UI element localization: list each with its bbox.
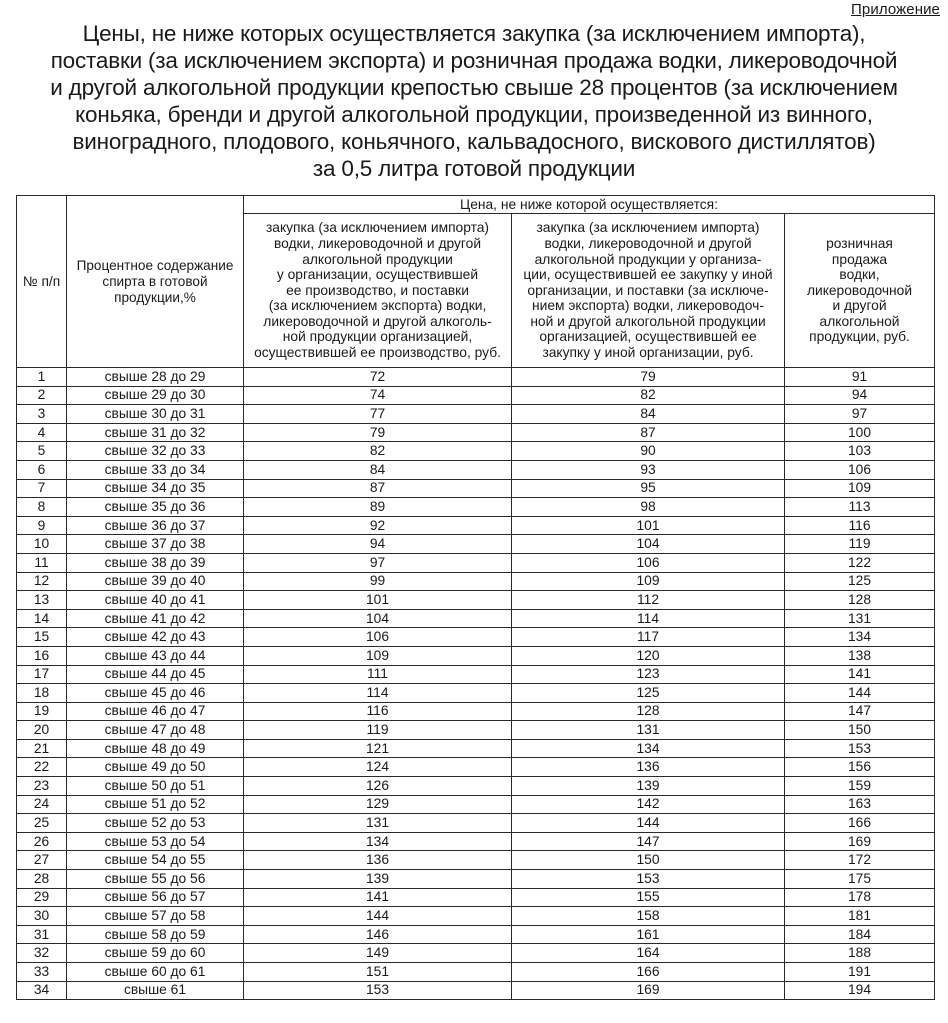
alcohol-range-cell: свыше 35 до 36: [67, 498, 244, 517]
header-text: организацией, осуществившей ее: [539, 329, 757, 345]
row-number-cell: 34: [17, 981, 67, 1000]
retail-price-cell: 103: [785, 442, 935, 461]
purchase-other-price-cell: 87: [512, 423, 785, 442]
alcohol-range-cell: свыше 40 до 41: [67, 591, 244, 610]
purchase-producer-price-cell: 92: [244, 516, 512, 535]
retail-price-cell: 134: [785, 628, 935, 647]
row-number-cell: 18: [17, 684, 67, 703]
table-row: [17, 907, 935, 926]
row-number-cell: 11: [17, 553, 67, 572]
header-text: водки, ликероводочной и другой: [273, 235, 482, 251]
alcohol-range-cell: свыше 48 до 49: [67, 739, 244, 758]
table-row: [17, 591, 935, 610]
purchase-producer-price-cell: 77: [244, 405, 512, 424]
table-row: [17, 888, 935, 907]
retail-price-cell: 178: [785, 888, 935, 907]
header-text: п/п: [41, 273, 61, 289]
retail-price-cell: 150: [785, 721, 935, 740]
alcohol-range-cell: свыше 47 до 48: [67, 721, 244, 740]
alcohol-range-cell: свыше 30 до 31: [67, 405, 244, 424]
row-number-cell: 24: [17, 795, 67, 814]
header-price-group: Цена, не ниже которой осуществляется:: [244, 196, 935, 214]
table-row: [17, 479, 935, 498]
purchase-other-price-cell: 98: [512, 498, 785, 517]
purchase-other-price-cell: 147: [512, 832, 785, 851]
alcohol-range-cell: свыше 37 до 38: [67, 535, 244, 554]
purchase-other-price-cell: 93: [512, 460, 785, 479]
header-text: №: [22, 273, 38, 289]
header-purchase-from-producer: [244, 214, 512, 368]
alcohol-range-cell: свыше 32 до 33: [67, 442, 244, 461]
row-number-cell: 16: [17, 646, 67, 665]
alcohol-range-cell: свыше 50 до 51: [67, 777, 244, 796]
retail-price-cell: 172: [785, 851, 935, 870]
retail-price-cell: 122: [785, 553, 935, 572]
purchase-other-price-cell: 117: [512, 628, 785, 647]
row-number-cell: 22: [17, 758, 67, 777]
purchase-producer-price-cell: 126: [244, 777, 512, 796]
table-row: [17, 721, 935, 740]
purchase-other-price-cell: 166: [512, 963, 785, 982]
retail-price-cell: 109: [785, 479, 935, 498]
table-row: [17, 442, 935, 461]
retail-price-cell: 169: [785, 832, 935, 851]
alcohol-range-cell: свыше 28 до 29: [67, 368, 244, 387]
row-number-cell: 29: [17, 888, 67, 907]
purchase-other-price-cell: 104: [512, 535, 785, 554]
row-number-cell: 28: [17, 870, 67, 889]
table-row: [17, 739, 935, 758]
retail-price-cell: 131: [785, 609, 935, 628]
purchase-other-price-cell: 169: [512, 981, 785, 1000]
alcohol-range-cell: свыше 45 до 46: [67, 684, 244, 703]
header-purchase-from-other: [512, 214, 785, 368]
retail-price-cell: 128: [785, 591, 935, 610]
alcohol-range-cell: свыше 39 до 40: [67, 572, 244, 591]
purchase-other-price-cell: 123: [512, 665, 785, 684]
purchase-other-price-cell: 139: [512, 777, 785, 796]
row-number-cell: 21: [17, 739, 67, 758]
purchase-producer-price-cell: 134: [244, 832, 512, 851]
alcohol-range-cell: свыше 43 до 44: [67, 646, 244, 665]
row-number-cell: 23: [17, 777, 67, 796]
purchase-producer-price-cell: 97: [244, 553, 512, 572]
retail-price-cell: 144: [785, 684, 935, 703]
header-text: алкогольной продукции: [302, 251, 453, 267]
row-number-cell: 33: [17, 963, 67, 982]
document-title: [14, 20, 934, 182]
header-text: и другой: [832, 298, 887, 314]
table-row: [17, 684, 935, 703]
purchase-producer-price-cell: 84: [244, 460, 512, 479]
retail-price-cell: 141: [785, 665, 935, 684]
title-line: виноградного, плодового, коньячного, кальвадосного, вискового дистиллятов): [72, 129, 876, 154]
alcohol-range-cell: свыше 46 до 47: [67, 702, 244, 721]
purchase-producer-price-cell: 89: [244, 498, 512, 517]
header-text: у организации, осуществившей: [276, 267, 479, 283]
purchase-other-price-cell: 136: [512, 758, 785, 777]
purchase-other-price-cell: 155: [512, 888, 785, 907]
purchase-other-price-cell: 120: [512, 646, 785, 665]
title-line: Цены, не ниже которых осуществляется закупка (за исключением импорта),: [82, 21, 866, 46]
purchase-producer-price-cell: 151: [244, 963, 512, 982]
header-text: розничная: [826, 235, 893, 251]
alcohol-range-cell: свыше 33 до 34: [67, 460, 244, 479]
retail-price-cell: 94: [785, 386, 935, 405]
header-retail: [785, 214, 935, 368]
retail-price-cell: 184: [785, 925, 935, 944]
alcohol-range-cell: свыше 59 до 60: [67, 944, 244, 963]
alcohol-range-cell: свыше 44 до 45: [67, 665, 244, 684]
purchase-other-price-cell: 106: [512, 553, 785, 572]
table-row: [17, 665, 935, 684]
purchase-producer-price-cell: 87: [244, 479, 512, 498]
purchase-producer-price-cell: 99: [244, 572, 512, 591]
purchase-other-price-cell: 153: [512, 870, 785, 889]
purchase-other-price-cell: 134: [512, 739, 785, 758]
retail-price-cell: 116: [785, 516, 935, 535]
alcohol-range-cell: свыше 36 до 37: [67, 516, 244, 535]
retail-price-cell: 97: [785, 405, 935, 424]
retail-price-cell: 156: [785, 758, 935, 777]
table-row: [17, 553, 935, 572]
retail-price-cell: 159: [785, 777, 935, 796]
table-row: [17, 777, 935, 796]
purchase-producer-price-cell: 131: [244, 814, 512, 833]
header-text: закупка (за исключением импорта): [265, 220, 490, 236]
header-row-number: [17, 196, 67, 368]
header-text: (за исключением экспорта) водки,: [268, 298, 487, 314]
purchase-other-price-cell: 84: [512, 405, 785, 424]
purchase-other-price-cell: 128: [512, 702, 785, 721]
header-text: продажа: [831, 251, 888, 267]
alcohol-range-cell: свыше 56 до 57: [67, 888, 244, 907]
purchase-producer-price-cell: 139: [244, 870, 512, 889]
alcohol-range-cell: свыше 54 до 55: [67, 851, 244, 870]
purchase-producer-price-cell: 114: [244, 684, 512, 703]
purchase-other-price-cell: 125: [512, 684, 785, 703]
table-row: [17, 609, 935, 628]
retail-price-cell: 147: [785, 702, 935, 721]
retail-price-cell: 175: [785, 870, 935, 889]
table-row: [17, 628, 935, 647]
purchase-producer-price-cell: 141: [244, 888, 512, 907]
title-line: за 0,5 литра готовой продукции: [312, 156, 636, 181]
header-text: продукции,%: [114, 289, 196, 305]
table-row: [17, 925, 935, 944]
row-number-cell: 5: [17, 442, 67, 461]
purchase-producer-price-cell: 153: [244, 981, 512, 1000]
retail-price-cell: 181: [785, 907, 935, 926]
purchase-producer-price-cell: 116: [244, 702, 512, 721]
row-number-cell: 19: [17, 702, 67, 721]
table-row: [17, 814, 935, 833]
alcohol-range-cell: свыше 52 до 53: [67, 814, 244, 833]
table-row: [17, 423, 935, 442]
table-row: [17, 795, 935, 814]
row-number-cell: 9: [17, 516, 67, 535]
row-number-cell: 17: [17, 665, 67, 684]
purchase-other-price-cell: 114: [512, 609, 785, 628]
row-number-cell: 32: [17, 944, 67, 963]
purchase-other-price-cell: 82: [512, 386, 785, 405]
purchase-producer-price-cell: 124: [244, 758, 512, 777]
row-number-cell: 13: [17, 591, 67, 610]
retail-price-cell: 113: [785, 498, 935, 517]
retail-price-cell: 125: [785, 572, 935, 591]
purchase-other-price-cell: 150: [512, 851, 785, 870]
alcohol-range-cell: свыше 55 до 56: [67, 870, 244, 889]
alcohol-range-cell: свыше 49 до 50: [67, 758, 244, 777]
row-number-cell: 12: [17, 572, 67, 591]
price-table-body: [17, 368, 935, 1000]
alcohol-range-cell: свыше 53 до 54: [67, 832, 244, 851]
row-number-cell: 25: [17, 814, 67, 833]
header-text: ции, осуществившей ее закупку у иной: [523, 267, 773, 283]
retail-price-cell: 119: [785, 535, 935, 554]
table-row: [17, 851, 935, 870]
title-line: и другой алкогольной продукции крепостью свыше 28 процентов (за исключением: [50, 75, 898, 100]
purchase-producer-price-cell: 146: [244, 925, 512, 944]
header-text: водки, ликероводочной и другой: [544, 235, 752, 251]
alcohol-range-cell: свыше 41 до 42: [67, 609, 244, 628]
purchase-producer-price-cell: 149: [244, 944, 512, 963]
row-number-cell: 7: [17, 479, 67, 498]
table-row: [17, 702, 935, 721]
row-number-cell: 20: [17, 721, 67, 740]
purchase-producer-price-cell: 101: [244, 591, 512, 610]
row-number-cell: 27: [17, 851, 67, 870]
purchase-other-price-cell: 101: [512, 516, 785, 535]
row-number-cell: 3: [17, 405, 67, 424]
table-row: [17, 832, 935, 851]
price-table: [16, 195, 935, 1000]
retail-price-cell: 194: [785, 981, 935, 1000]
purchase-other-price-cell: 158: [512, 907, 785, 926]
header-alcohol-percent: [67, 196, 244, 368]
table-row: [17, 758, 935, 777]
purchase-other-price-cell: 164: [512, 944, 785, 963]
alcohol-range-cell: свыше 29 до 30: [67, 386, 244, 405]
title-line: поставки (за исключением экспорта) и розничная продажа водки, ликероводочной: [50, 48, 898, 73]
purchase-producer-price-cell: 121: [244, 739, 512, 758]
row-number-cell: 10: [17, 535, 67, 554]
header-text: водки,: [839, 267, 880, 283]
purchase-producer-price-cell: 82: [244, 442, 512, 461]
table-row: [17, 572, 935, 591]
purchase-producer-price-cell: 79: [244, 423, 512, 442]
table-row: [17, 386, 935, 405]
purchase-other-price-cell: 142: [512, 795, 785, 814]
purchase-producer-price-cell: 119: [244, 721, 512, 740]
table-row: [17, 405, 935, 424]
header-text: ликероводочной и другой алкоголь-: [263, 313, 492, 329]
row-number-cell: 4: [17, 423, 67, 442]
table-row: [17, 963, 935, 982]
table-row: [17, 870, 935, 889]
retail-price-cell: 100: [785, 423, 935, 442]
table-row: [17, 516, 935, 535]
row-number-cell: 8: [17, 498, 67, 517]
purchase-other-price-cell: 90: [512, 442, 785, 461]
purchase-producer-price-cell: 136: [244, 851, 512, 870]
row-number-cell: 2: [17, 386, 67, 405]
header-text: организации, и поставки (за исключе-: [527, 282, 769, 298]
purchase-producer-price-cell: 111: [244, 665, 512, 684]
table-row: [17, 944, 935, 963]
purchase-other-price-cell: 144: [512, 814, 785, 833]
header-text: ной продукции организацией,: [282, 329, 473, 345]
retail-price-cell: 91: [785, 368, 935, 387]
retail-price-cell: 153: [785, 739, 935, 758]
alcohol-range-cell: свыше 60 до 61: [67, 963, 244, 982]
alcohol-range-cell: свыше 57 до 58: [67, 907, 244, 926]
retail-price-cell: 138: [785, 646, 935, 665]
retail-price-cell: 106: [785, 460, 935, 479]
header-text: закупка (за исключением импорта): [536, 220, 760, 236]
purchase-producer-price-cell: 144: [244, 907, 512, 926]
table-row: [17, 646, 935, 665]
table-row: [17, 535, 935, 554]
row-number-cell: 31: [17, 925, 67, 944]
purchase-producer-price-cell: 109: [244, 646, 512, 665]
alcohol-range-cell: свыше 31 до 32: [67, 423, 244, 442]
alcohol-range-cell: свыше 42 до 43: [67, 628, 244, 647]
purchase-other-price-cell: 109: [512, 572, 785, 591]
table-row: [17, 460, 935, 479]
table-row: [17, 368, 935, 387]
alcohol-range-cell: свыше 51 до 52: [67, 795, 244, 814]
table-row: [17, 498, 935, 517]
header-text: ликероводочной: [806, 282, 913, 298]
alcohol-range-cell: свыше 61: [67, 981, 244, 1000]
retail-price-cell: 191: [785, 963, 935, 982]
alcohol-range-cell: свыше 58 до 59: [67, 925, 244, 944]
purchase-producer-price-cell: 129: [244, 795, 512, 814]
header-text: Процентное содержание: [76, 257, 234, 273]
header-text: спирта в готовой: [102, 273, 208, 289]
purchase-producer-price-cell: 74: [244, 386, 512, 405]
purchase-producer-price-cell: 106: [244, 628, 512, 647]
purchase-producer-price-cell: 72: [244, 368, 512, 387]
title-line: коньяка, бренди и другой алкогольной продукции, произведенной из винного,: [75, 102, 873, 127]
table-row: [17, 981, 935, 1000]
row-number-cell: 30: [17, 907, 67, 926]
header-text: ной и другой алкогольной продукции: [530, 313, 766, 329]
row-number-cell: 6: [17, 460, 67, 479]
header-text: ее производство, и поставки: [286, 282, 469, 298]
appendix-label: Приложение: [851, 1, 940, 18]
header-text: алкогольной: [819, 313, 900, 329]
header-text: продукции, руб.: [809, 329, 910, 345]
purchase-producer-price-cell: 94: [244, 535, 512, 554]
row-number-cell: 26: [17, 832, 67, 851]
row-number-cell: 14: [17, 609, 67, 628]
header-text: нием экспорта) водки, ликероводоч-: [532, 298, 764, 314]
header-text: осуществившей ее производство, руб.: [254, 345, 501, 361]
purchase-other-price-cell: 95: [512, 479, 785, 498]
purchase-other-price-cell: 131: [512, 721, 785, 740]
purchase-other-price-cell: 79: [512, 368, 785, 387]
alcohol-range-cell: свыше 38 до 39: [67, 553, 244, 572]
header-text: закупку у иной организации, руб.: [542, 345, 754, 361]
row-number-cell: 15: [17, 628, 67, 647]
retail-price-cell: 166: [785, 814, 935, 833]
retail-price-cell: 163: [785, 795, 935, 814]
header-text: алкогольной продукции у организа-: [534, 251, 762, 267]
row-number-cell: 1: [17, 368, 67, 387]
purchase-producer-price-cell: 104: [244, 609, 512, 628]
purchase-other-price-cell: 112: [512, 591, 785, 610]
retail-price-cell: 188: [785, 944, 935, 963]
purchase-other-price-cell: 161: [512, 925, 785, 944]
alcohol-range-cell: свыше 34 до 35: [67, 479, 244, 498]
